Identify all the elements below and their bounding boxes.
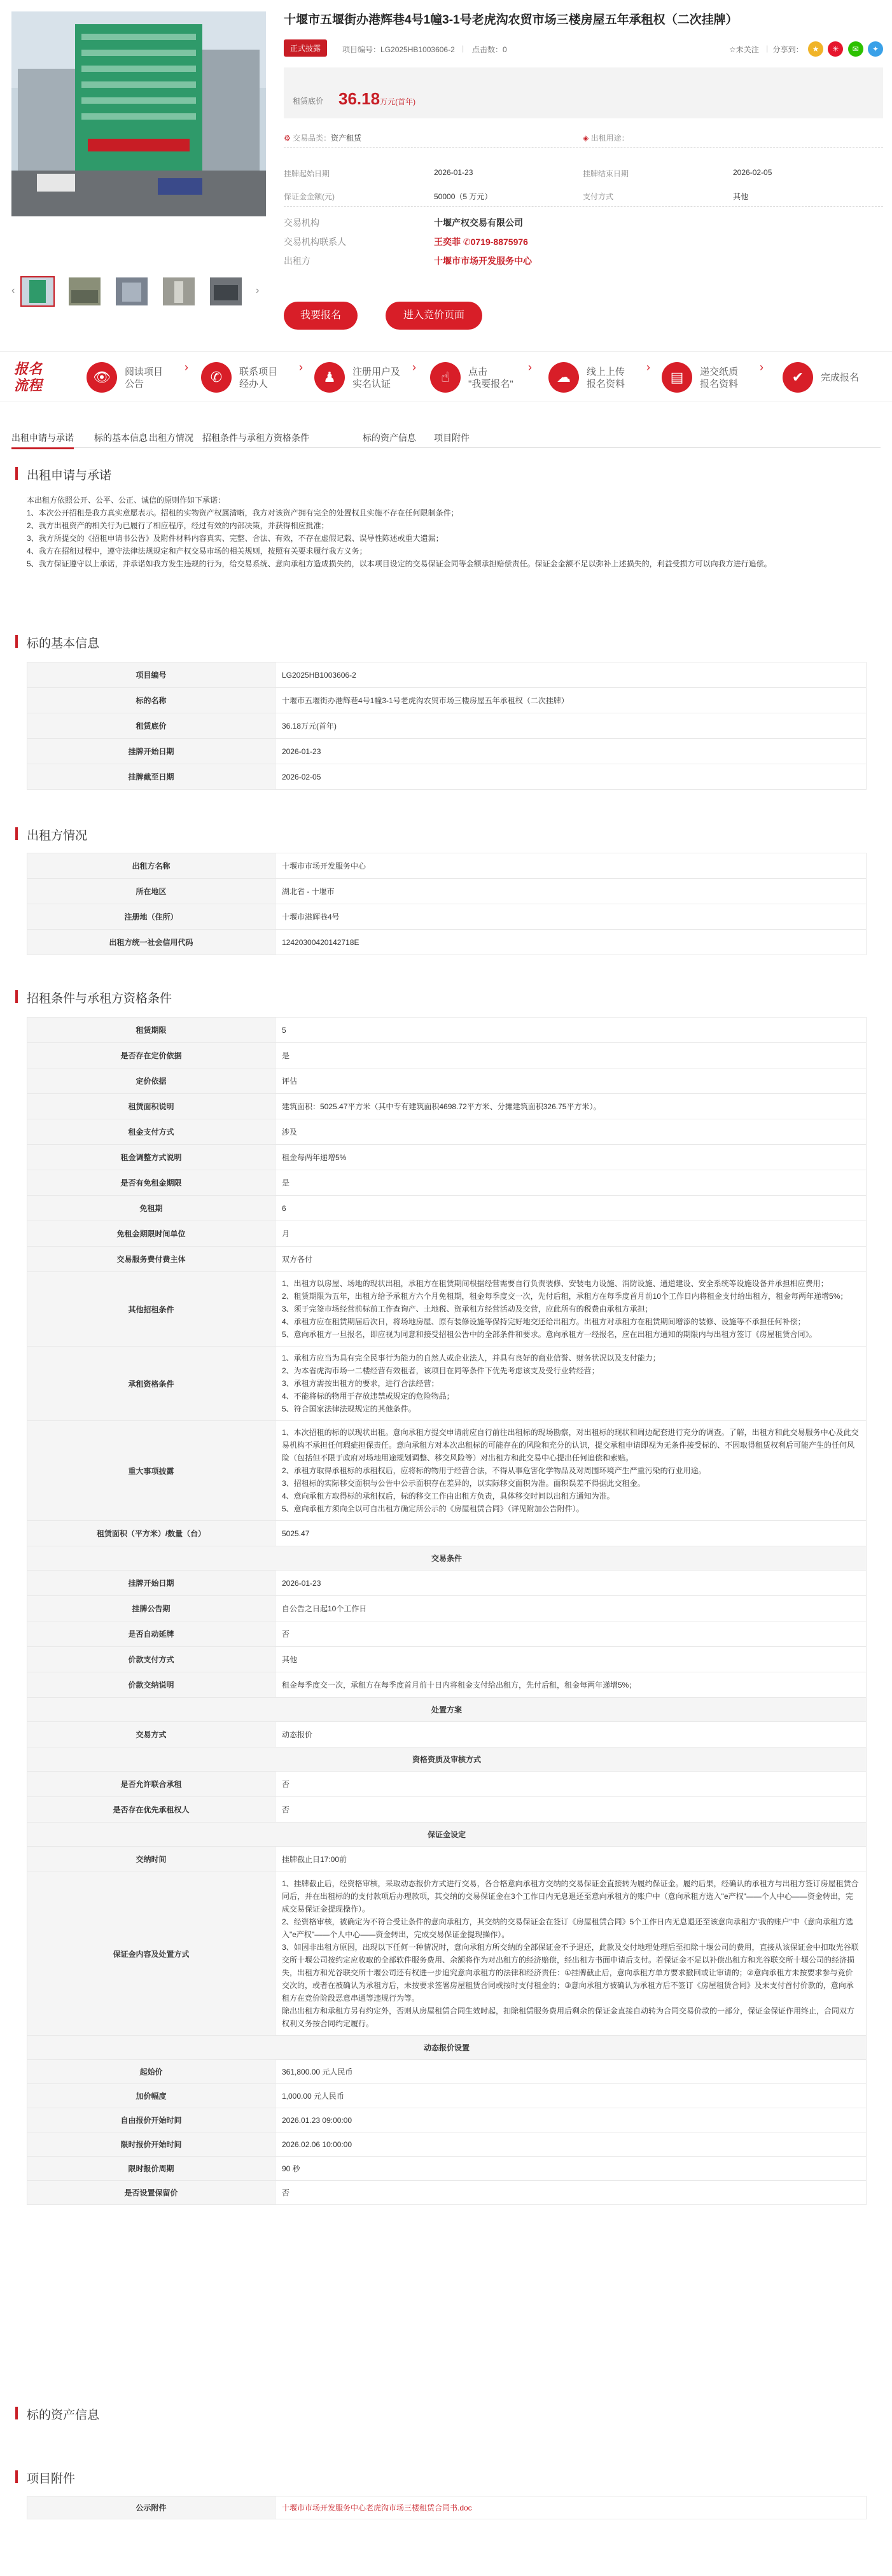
tag-icon: ⚙ — [284, 134, 293, 143]
upload-icon: ☁ — [548, 362, 579, 393]
row-value: 12420300420142718E — [275, 930, 867, 955]
row-label: 租金支付方式 — [27, 1119, 275, 1145]
row-value: 1,000.00 元人民币 — [275, 2084, 867, 2108]
tab-basic[interactable]: 标的基本信息 — [94, 433, 148, 443]
row-value-line: 3、招租标的实际移交面积与公告中公示面积存在差异的，以实际移交面积为准。面积误差不得据此交租金。 — [282, 1479, 645, 1488]
row-value: 评估 — [275, 1068, 867, 1094]
row-value-line: 3、须于完签市场经营前标前工作查询产、土地税、资承租方经营活动及交营，应此所有的税费由承租方承担； — [282, 1305, 653, 1313]
row-value-line: 1、出租方以房屋、场地的现状出租，承租方在租赁期间根据经营需要自行负责装修、安装电力设施、消防设施、通道建设、安全系统等设施设备并承担相应费用； — [282, 1279, 828, 1288]
subheader-title: 处置方案 — [27, 1698, 867, 1722]
share-area — [729, 38, 883, 60]
chevron-right-icon: › — [646, 361, 650, 374]
contact-value: 王奕菲 ✆0719-8875976 — [434, 237, 528, 247]
table-row — [27, 904, 867, 930]
pointer-icon: ☝ — [430, 362, 461, 393]
row-value-line: 2、为本省虎沟市场一二楼经营有效租者，该项目在同等条件下优先考虑该支及受行业转经营； — [282, 1366, 599, 1375]
subheader-title: 保证金设定 — [27, 1823, 867, 1847]
table-subheader — [27, 2036, 867, 2060]
row-label: 免租期 — [27, 1196, 275, 1221]
start-date: 挂牌起始日期 — [284, 169, 330, 178]
follow-button[interactable]: ☆未关注 — [729, 45, 759, 54]
deposit: 保证金金额(元) — [284, 192, 335, 201]
lessor-label: 出租方 — [284, 256, 310, 266]
row-label: 免租金期限时间单位 — [27, 1221, 275, 1247]
row-label: 挂牌公告期 — [27, 1596, 275, 1621]
table-subheader — [27, 1823, 867, 1847]
subheader-title: 交易条件 — [27, 1546, 867, 1571]
row-value-line: 2、承租方取得承租标的承租权后，应将标的物用于经营合法，不得从事危害化学物品及对周围环境产生严重污染的行业用途。 — [282, 1466, 706, 1475]
subheader-title: 资格资质及审核方式 — [27, 1747, 867, 1772]
table-row — [27, 1170, 867, 1196]
lessor-table — [27, 853, 867, 955]
process-step — [430, 362, 538, 394]
image-gallery — [11, 11, 266, 296]
row-value: 十堰市市场开发服务中心 — [275, 853, 867, 879]
chevron-right-icon: › — [299, 361, 303, 374]
row-value-line: 3、承租方需按出租方的要求，进行合法经营； — [282, 1379, 439, 1388]
process-step-label: 点击 "我要报名" — [468, 367, 513, 389]
row-label: 重大事项披露 — [27, 1421, 275, 1521]
category-item: ⚙ 交易品类：资产租赁 — [284, 134, 362, 143]
end-date: 挂牌结束日期 — [583, 169, 629, 178]
row-label: 保证金内容及处置方式 — [27, 1872, 275, 2036]
row-label: 限时报价开始时间 — [27, 2132, 275, 2157]
table-subheader — [27, 1546, 867, 1571]
basic-info-table — [27, 662, 867, 790]
row-label: 注册地（住所） — [27, 904, 275, 930]
table-row — [27, 1647, 867, 1672]
tab-apply[interactable]: 出租申请与承诺 — [11, 431, 74, 449]
pay-method: 支付方式 — [583, 192, 614, 201]
table-row — [27, 1221, 867, 1247]
process-step-label: 注册用户及 实名认证 — [352, 367, 401, 389]
table-row — [27, 1347, 867, 1421]
row-value: 动态报价 — [275, 1722, 867, 1747]
row-value-line: 3、如因非出租方原因，出现以下任何一种情况时，意向承租方所交纳的全部保证金不予退还，此款及交付地理处理后至扣除十堰公司的费用，直接从该保证金中扣取光谷联交所十堰公司按约定应收取的全部软件服务费用、余额将作为对出租方的经济赔偿，经出租方书面申请后支付。若保证金不足以补偿出租方和光谷联交所十堰公司的经济损失，出租方和光谷联交所十堰公司还有权进一步追究意向承租方的法律和经济责任：①挂牌截止后，意向承租方单方要求撤回或让审请的；②意向承租方未按要求参与竞价交次的，或者在被确认为承租方后，未按要求签署房屋租赁合同或按时支付租金的；③意向承租方被确认为承租方后不签订《房屋租赁合同》及未支付首付价款的，意向承租方在竞价阶段恶意串通等违规行为等。 — [282, 1943, 859, 2003]
row-label: 租金调整方式说明 — [27, 1145, 275, 1170]
table-row — [27, 1672, 867, 1698]
table-row — [27, 713, 867, 739]
start-date-value: 2026-01-23 — [434, 168, 473, 177]
row-value: 否 — [275, 1772, 867, 1797]
lessor-value[interactable]: 十堰市市场开发服务中心 — [434, 256, 532, 266]
process-step — [201, 362, 309, 394]
table-row — [27, 1521, 867, 1546]
row-label: 租赁面积（平方米）/数量（台） — [27, 1521, 275, 1546]
user-icon: ♟ — [314, 362, 345, 393]
project-title: 十堰市五堰街办港辉巷4号1幢3-1号老虎沟农贸市场三楼房屋五年承租权（二次挂牌） — [284, 13, 738, 27]
table-row — [27, 1847, 867, 1872]
row-value: 双方各付 — [275, 1247, 867, 1272]
table-row — [27, 2060, 867, 2084]
process-step-label: 完成报名 — [821, 372, 860, 383]
phone-icon: ✆ — [463, 237, 471, 247]
layers-icon: ◈ — [583, 134, 591, 143]
thumbnail[interactable] — [67, 276, 102, 307]
contact-label: 交易机构联系人 — [284, 237, 346, 247]
table-row — [27, 1094, 867, 1119]
row-value: 6 — [275, 1196, 867, 1221]
attachment-link[interactable]: 十堰市市场开发服务中心老虎沟市场三楼租赁合同书.doc — [282, 2503, 472, 2512]
qzone-icon[interactable]: ★ — [808, 41, 823, 57]
row-value-line: 除出出租方和承租方另有约定外，否则从房屋租赁合同生效时起，扣除租赁服务费用后剩余的保证金直接自动转为合同交易价款的一部分，保证金保证作用终止，合同双方权利义务按合同约定履行。 — [282, 2006, 855, 2028]
status-badge: 正式披露 — [284, 39, 327, 57]
row-label: 起始价 — [27, 2060, 275, 2084]
process-step — [662, 362, 770, 394]
row-value: 租金每季度交一次，承租方在每季度首月前十日内将租金支付给出租方，先付后租，租金每两年递增5%； — [275, 1672, 867, 1698]
row-label: 加价幅度 — [27, 2084, 275, 2108]
row-label: 标的名称 — [27, 688, 275, 713]
tab-assets[interactable]: 标的资产信息 — [363, 433, 416, 443]
row-value-line: 2、经资格审核，被确定为不符合受让条件的意向承租方，其交纳的交易保证金在签订《房屋租赁合同》5个工作日内无息退还至该意向承租方"我的账户"中（意向承租方选入"e产权"——个人中心——资金转出，完成交易保证金提现操作）。 — [282, 1917, 853, 1939]
row-value: 2026.01.23 09:00:00 — [275, 2108, 867, 2132]
row-value-line: 4、不能将标的物用于存放违禁或规定的危险物品； — [282, 1392, 454, 1401]
row-label: 价款支付方式 — [27, 1647, 275, 1672]
meta-row — [284, 38, 883, 60]
phone-icon: ✆ — [201, 362, 232, 393]
row-value: 否 — [275, 2181, 867, 2205]
table-row — [27, 1596, 867, 1621]
next-arrow-icon[interactable]: › — [256, 285, 260, 296]
attachment-table — [27, 2496, 867, 2519]
section-title: 项目附件 — [27, 2469, 75, 2486]
row-value: 361,800.00 元人民币 — [275, 2060, 867, 2084]
project-no: 项目编号：LG2025HB1003606-2 — [342, 45, 455, 54]
row-value: 十堰市港辉巷4号 — [275, 904, 867, 930]
chevron-right-icon: › — [412, 361, 416, 374]
row-label: 是否有免租金期限 — [27, 1170, 275, 1196]
process-step-label: 线上上传 报名资料 — [587, 367, 625, 389]
row-label: 所在地区 — [27, 879, 275, 904]
row-value: 5 — [275, 1018, 867, 1043]
weibo-icon[interactable]: ✳ — [828, 41, 843, 57]
thumbnail[interactable] — [115, 276, 149, 307]
pay-method-value: 其他 — [733, 192, 749, 201]
main-photo[interactable] — [11, 11, 266, 216]
row-label: 出租方统一社会信用代码 — [27, 930, 275, 955]
process-step-label: 阅读项目 公告 — [125, 367, 164, 389]
row-value: 否 — [275, 1621, 867, 1647]
table-row — [27, 688, 867, 713]
row-label: 交易方式 — [27, 1722, 275, 1747]
table-row — [27, 2132, 867, 2157]
row-value-line: 1、本次招租的标的以现状出租。意向承租方提交申请前应自行前往出租标的现场勘察，对出租标的现状和周边配套进行充分的调查。了解，出租方和此交易服务中心及此交易机构不承担任何瑕疵担保责任。意向承租方对本次出租标的可能存在的风险和充分的认识，提交承租申请即视为无条件接受标的、不因取得租赁权利后可能产生的任何风险（包括但不限于政府对场地用途规划调整、移交风险等）对出租方和此交易中心提出任何追偿和索赔。 — [282, 1428, 859, 1462]
deposit-value: 50000（5 万元） — [434, 192, 492, 201]
commitment-text: 本出租方依照公开、公平、公正、诚信的原则作如下承诺： 1、本次公开招租是我方真实意愿表示。招租的实物资产权属清晰，我方对该资产拥有完全的处置权且实施不存在任何限制条件； 2、我方出租资产的相关行为已履行了相应程序，经过有效的内部决策，并获得相应批准； 3、我方所提交的《招租申请书公告》及附件材料内容真实、完整、合法、有效，不存在虚假记载、误导性陈述或重大遗漏； 4、我方在招租过程中，遵守法律法规规定和产权交易市场的相关规则，按照有关要求履行我方义务； 5、我方保证遵守以上承诺，并承诺如我方发生违规的行为，给交易系统、意向承租方造成损失的，以本项目设定的交易保证金同等金额承担赔偿责任。保证金金额不足以弥补上述损失的，利益受损方可以向我方进行追偿。 — [27, 496, 772, 568]
org-value: 十堰产权交易有限公司 — [434, 218, 523, 228]
table-row — [27, 930, 867, 955]
project-info — [284, 11, 883, 321]
apply-button[interactable]: 我要报名 — [284, 302, 358, 330]
thumbnail-strip — [11, 276, 272, 309]
price-label: 租赁底价 — [293, 97, 324, 106]
chevron-right-icon: › — [528, 361, 532, 374]
row-value: 自公告之日起10个工作日 — [275, 1596, 867, 1621]
org-label: 交易机构 — [284, 218, 319, 228]
divider: | — [462, 44, 464, 53]
row-value — [275, 1272, 867, 1347]
row-value-line: 1、挂牌截止后，经资格审核，采取动态报价方式进行交易，各合格意向承租方交纳的交易保证金直接转为履约保证金。履约后果，经确认的承租方与出租方签订房屋租赁合同后，并在出租标的的支付款项后办理款项，其交纳的交易保证金在3个工作日内无息退还至意向承租方的账户中（意向承租方选入"e产权"——个人中心——资金转出，完成交易保证金提现操作）。 — [282, 1879, 859, 1914]
row-label: 租赁期限 — [27, 1018, 275, 1043]
divider — [284, 206, 883, 207]
row-label: 限时报价周期 — [27, 2157, 275, 2181]
table-row — [27, 1068, 867, 1094]
table-row — [27, 853, 867, 879]
row-value — [275, 1347, 867, 1421]
subheader-title: 动态报价设置 — [27, 2036, 867, 2060]
divider: | — [766, 44, 769, 53]
end-date-value: 2026-02-05 — [733, 168, 772, 177]
process-step — [783, 362, 891, 394]
price-box — [284, 67, 883, 118]
usage-item: ◈ 出租用途： — [583, 134, 629, 143]
chevron-right-icon: › — [185, 361, 188, 374]
prev-arrow-icon[interactable]: ‹ — [11, 285, 15, 296]
thumbnail[interactable] — [209, 276, 243, 307]
row-label: 是否允许联合承租 — [27, 1772, 275, 1797]
process-step-label: 递交纸质 报名资料 — [700, 367, 739, 389]
table-row — [27, 1119, 867, 1145]
table-row — [27, 1872, 867, 2036]
row-value: 是 — [275, 1043, 867, 1068]
section-title: 出租方情况 — [27, 826, 87, 843]
table-row — [27, 1247, 867, 1272]
row-label: 挂牌截至日期 — [27, 764, 275, 790]
table-row — [27, 1272, 867, 1347]
price-value: 36.18万元(首年) — [338, 89, 416, 108]
conditions-table — [27, 1017, 867, 2205]
process-step — [548, 362, 657, 394]
row-value: 涉及 — [275, 1119, 867, 1145]
row-label: 项目编号 — [27, 662, 275, 688]
process-step-label: 联系项目 经办人 — [239, 367, 278, 389]
row-label: 交纳时间 — [27, 1847, 275, 1872]
row-value: 十堰市五堰街办港辉巷4号1幢3-1号老虎沟农贸市场三楼房屋五年承租权（二次挂牌） — [275, 688, 867, 713]
table-row — [27, 1018, 867, 1043]
row-label: 是否设置保留价 — [27, 2181, 275, 2205]
thumbnail[interactable] — [162, 276, 196, 307]
star-icon: ☆ — [729, 45, 736, 54]
table-row — [27, 1772, 867, 1797]
row-value: 90 秒 — [275, 2157, 867, 2181]
table-row — [27, 764, 867, 790]
tab-conditions[interactable]: 招租条件与承租方资格条件 — [202, 433, 309, 443]
tab-attachments[interactable]: 项目附件 — [434, 433, 470, 443]
check-icon: ✔ — [783, 362, 813, 393]
row-value: LG2025HB1003606-2 — [275, 662, 867, 688]
row-label: 定价依据 — [27, 1068, 275, 1094]
process-logo: 报名 流程 — [14, 361, 43, 393]
attachment-label: 公示附件 — [27, 2496, 275, 2519]
table-row — [27, 879, 867, 904]
attachment-cell — [275, 2496, 867, 2519]
row-value — [275, 1872, 867, 2036]
row-value-line: 4、承租方应在租赁期届后次日，将场地房屋、原有装修设施等保持完好地交还给出租方。出租方对承租方在租赁期间增添的装修、设施等不承担任何补偿； — [282, 1317, 805, 1326]
tab-lessor[interactable]: 出租方情况 — [149, 433, 193, 443]
process-step — [314, 362, 422, 394]
section-title: 出租申请与承诺 — [27, 466, 111, 483]
table-row — [27, 1571, 867, 1596]
table-subheader — [27, 1698, 867, 1722]
section-title: 标的资产信息 — [27, 2405, 99, 2423]
row-value-line: 2、租赁期限为五年，出租方给予承租方六个月免租期，租金每季度交一次，先付后租，承租方在每季度首月前10个工作日内将租金支付给出租方，租金每两年递增5%； — [282, 1292, 848, 1301]
row-label: 挂牌开始日期 — [27, 1571, 275, 1596]
qq-icon[interactable]: ✦ — [868, 41, 883, 57]
row-label: 是否存在优先承租权人 — [27, 1797, 275, 1823]
table-row — [27, 1145, 867, 1170]
table-row — [27, 2108, 867, 2132]
table-row — [27, 1043, 867, 1068]
row-value-line: 5、意向承租方一旦报名，即应视为同意和接受招租公告中的全部条件和要求。意向承租方一经报名，应在出租方通知的期限内与出租方签订《房屋租赁合同》。 — [282, 1330, 817, 1339]
row-label: 是否自动延牌 — [27, 1621, 275, 1647]
row-value-line: 5、意向承租方须向全以可自出租方确定所公示的《房屋租赁合同》（详见附加公告附件）。 — [282, 1504, 584, 1513]
row-value: 其他 — [275, 1647, 867, 1672]
row-label: 挂牌开始日期 — [27, 739, 275, 764]
process-step — [87, 362, 195, 394]
table-row — [27, 739, 867, 764]
row-label: 是否存在定价依据 — [27, 1043, 275, 1068]
section-tabs — [11, 429, 881, 448]
row-value-line: 4、意向承租方取得标的承租权后，标的移交工作由出租方负责，具体移交时间以出租方通知为准。 — [282, 1492, 615, 1501]
table-row — [27, 1797, 867, 1823]
row-value: 挂牌截止日17:00前 — [275, 1847, 867, 1872]
row-label: 其他招租条件 — [27, 1272, 275, 1347]
row-value: 2026-01-23 — [275, 739, 867, 764]
section-title: 招租条件与承租方资格条件 — [27, 989, 172, 1006]
document-icon: ▤ — [662, 362, 692, 393]
row-label: 自由报价开始时间 — [27, 2108, 275, 2132]
weixin-icon[interactable]: ✉ — [848, 41, 863, 57]
chevron-right-icon: › — [760, 361, 763, 374]
row-value: 36.18万元(首年) — [275, 713, 867, 739]
table-row — [27, 662, 867, 688]
row-value-line: 5、符合国家法律法规规定的其他条件。 — [282, 1404, 416, 1413]
row-label: 租赁底价 — [27, 713, 275, 739]
row-value: 2026-01-23 — [275, 1571, 867, 1596]
table-row — [27, 1621, 867, 1647]
thumbnail[interactable] — [20, 276, 55, 307]
row-value: 否 — [275, 1797, 867, 1823]
section-title: 标的基本信息 — [27, 634, 99, 651]
table-subheader — [27, 1747, 867, 1772]
category-row — [284, 129, 883, 148]
table-row — [27, 2496, 867, 2519]
row-label: 承租资格条件 — [27, 1347, 275, 1421]
row-value: 月 — [275, 1221, 867, 1247]
row-value: 5025.47 — [275, 1521, 867, 1546]
registration-process — [0, 351, 892, 402]
table-row — [27, 1722, 867, 1747]
click-count: 点击数：0 — [472, 45, 507, 54]
eye-icon: 👁 — [87, 362, 117, 393]
table-row — [27, 2181, 867, 2205]
row-label: 出租方名称 — [27, 853, 275, 879]
row-value: 湖北省 - 十堰市 — [275, 879, 867, 904]
row-label: 租赁面积说明 — [27, 1094, 275, 1119]
row-value: 建筑面积：5025.47平方米（其中专有建筑面积4698.72平方米、分摊建筑面积326.75平方米）。 — [275, 1094, 867, 1119]
row-value: 是 — [275, 1170, 867, 1196]
row-value: 2026.02.06 10:00:00 — [275, 2132, 867, 2157]
row-value-line: 1、承租方应当为具有完全民事行为能力的自然人或企业法人，并具有良好的商业信誉、财务状况以及支付能力； — [282, 1354, 660, 1362]
bid-page-button[interactable]: 进入竞价页面 — [386, 302, 482, 330]
share-label: 分享到： — [772, 45, 804, 54]
row-label: 价款交纳说明 — [27, 1672, 275, 1698]
row-value: 租金每两年递增5% — [275, 1145, 867, 1170]
table-row — [27, 2084, 867, 2108]
table-row — [27, 2157, 867, 2181]
table-row — [27, 1196, 867, 1221]
row-label: 交易服务费付费主体 — [27, 1247, 275, 1272]
row-value — [275, 1421, 867, 1521]
row-value: 2026-02-05 — [275, 764, 867, 790]
table-row — [27, 1421, 867, 1521]
